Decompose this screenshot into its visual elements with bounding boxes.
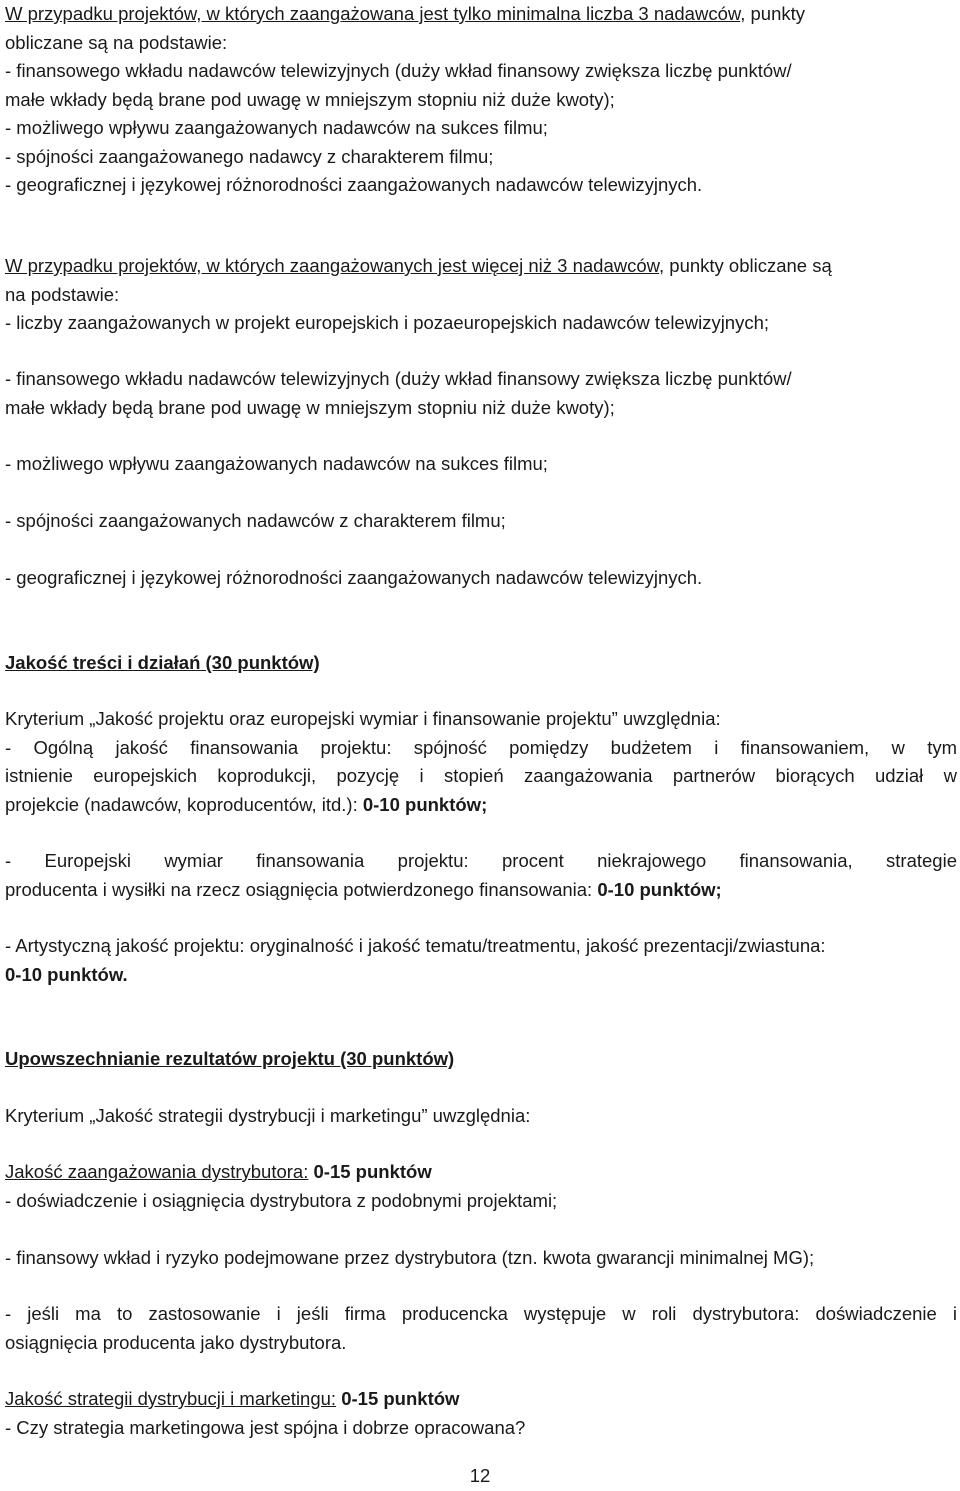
points-value: 0-15 punktów — [336, 1388, 460, 1409]
list-item: - Czy strategia marketingowa jest spójna i dobrze opracowana? — [5, 1416, 526, 1438]
paragraph-line — [5, 252, 957, 281]
list-item: - jeśli ma to zastosowanie i jeśli firma producencka występuje w roli dystrybutora: doświadczenie i — [5, 1303, 957, 1324]
list-item: - spójności zaangażowanych nadawców z charakterem filmu; — [5, 510, 506, 531]
list-item-continuation — [5, 876, 957, 905]
section-quality-heading — [5, 649, 957, 678]
subsection-heading — [5, 1158, 957, 1187]
section-quality-item3 — [5, 932, 957, 989]
list-item: - doświadczenie i osiągnięcia dystrybutora z podobnymi projektami; — [5, 1189, 558, 1211]
page-number: 12 — [469, 1465, 491, 1486]
points-value: 0-15 punktów — [308, 1161, 432, 1182]
section-heading: Upowszechnianie rezultatów projektu (30 punktów) — [5, 1048, 455, 1069]
list-item: - liczby zaangażowanych w projekt europejskich i pozaeuropejskich nadawców telewizyjnych; — [5, 312, 770, 333]
criterion-intro: Kryterium „Jakość projektu oraz europejski wymiar i finansowanie projektu” uwzględnia: — [5, 708, 721, 729]
list-item-continuation: osiągnięcia producenta jako dystrybutora. — [5, 1331, 347, 1353]
section-heading: Jakość treści i działań (30 punktów) — [5, 652, 320, 673]
underlined-phrase: W przypadku projektów, w których zaangażowana jest tylko minimalna liczba 3 nadawców — [5, 3, 741, 24]
text-run: , punkty obliczane są — [659, 255, 832, 276]
points-value: 0-10 punktów; — [597, 878, 722, 900]
text-run: , punkty — [740, 3, 806, 24]
points-value: 0-10 punktów; — [362, 793, 488, 815]
list-item: - spójności zaangażowanego nadawcy z charakterem filmu; — [5, 145, 494, 167]
text-run: projekcie (nadawców, koproducentów, itd.): — [5, 793, 363, 815]
list-item: - możliwego wpływu zaangażowanych nadawców na sukces filmu; — [5, 453, 548, 474]
list-item: - Artystyczną jakość projektu: oryginalność i jakość tematu/treatmentu, jakość prezentacji/zwiastuna: — [5, 935, 826, 956]
list-item: - geograficznej i językowej różnorodności zaangażowanych nadawców telewizyjnych. — [5, 567, 703, 588]
paragraph-line — [5, 0, 957, 29]
list-item: - geograficznej i językowej różnorodności zaangażowanych nadawców telewizyjnych. — [5, 174, 703, 195]
list-item-continuation: małe wkłady będą brane pod uwagę w mniejszym stopniu niż duże kwoty); — [5, 88, 615, 110]
underlined-phrase: W przypadku projektów, w których zaangażowanych jest więcej niż 3 nadawców — [5, 255, 659, 276]
criterion-intro: Kryterium „Jakość strategii dystrybucji i marketingu” uwzględnia: — [5, 1105, 531, 1126]
paragraph-line: obliczane są na podstawie: — [5, 31, 228, 53]
section-more-broadcasters — [5, 252, 957, 338]
list-item-continuation: małe wkłady będą brane pod uwagę w mniejszym stopniu niż duże kwoty); — [5, 396, 615, 418]
section-quality-body — [5, 705, 957, 819]
list-item-block — [5, 507, 957, 536]
subsection-distributor — [5, 1158, 957, 1215]
list-item: - możliwego wpływu zaangażowanych nadawców na sukces filmu; — [5, 117, 548, 138]
list-item-block — [5, 450, 957, 479]
subsection-heading — [5, 1385, 957, 1414]
points-value: 0-10 punktów. — [5, 963, 128, 985]
section-dissemination-criterion — [5, 1102, 957, 1131]
list-item-block — [5, 1300, 957, 1357]
list-item: - finansowego wkładu nadawców telewizyjnych (duży wkład finansowy zwiększa liczbę punktów/ — [5, 368, 792, 389]
underlined-phrase: Jakość zaangażowania dystrybutora: — [5, 1161, 309, 1182]
list-item: - finansowy wkład i ryzyko podejmowane przez dystrybutora (tzn. kwota gwarancji minimalnej MG); — [5, 1247, 815, 1268]
list-item-continuation — [5, 791, 957, 820]
text-run: producenta i wysiłki na rzecz osiągnięcia potwierdzonego finansowania: — [5, 878, 598, 900]
list-item-continuation: istnienie europejskich koprodukcji, pozycję i stopień zaangażowania partnerów biorących udział w — [5, 765, 957, 786]
list-item-block — [5, 564, 957, 593]
section-dissemination-heading — [5, 1045, 957, 1074]
list-item-block — [5, 1244, 957, 1273]
section-min-broadcasters — [5, 0, 957, 200]
section-more-broadcasters-cont — [5, 365, 957, 422]
paragraph-line: na podstawie: — [5, 283, 120, 305]
section-quality-item2 — [5, 847, 957, 904]
list-item: - Ogólną jakość finansowania projektu: spójność pomiędzy budżetem i finansowaniem, w tym — [5, 736, 957, 758]
list-item: - finansowego wkładu nadawców telewizyjnych (duży wkład finansowy zwiększa liczbę punktów/ — [5, 60, 792, 81]
underlined-phrase: Jakość strategii dystrybucji i marketingu: — [5, 1388, 337, 1409]
list-item: - Europejski wymiar finansowania projektu: procent niekrajowego finansowania, strategie — [5, 850, 957, 871]
subsection-marketing — [5, 1385, 957, 1442]
